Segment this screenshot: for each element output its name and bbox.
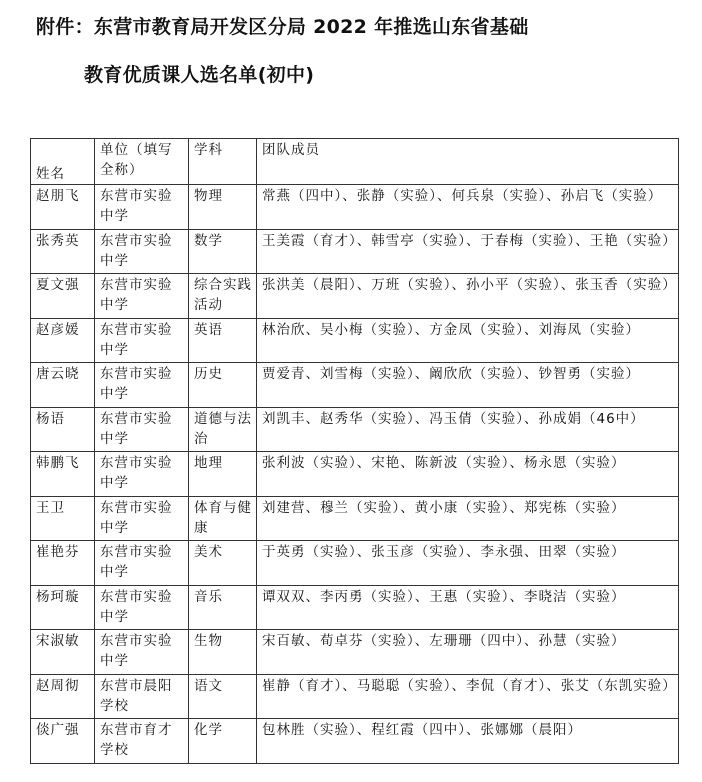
cell-team: 谭双双、李丙勇（实验）、王惠（实验）、李晓洁（实验） <box>257 585 679 630</box>
cell-unit: 东营市实验中学 <box>95 363 189 408</box>
cell-team: 常燕（四中）、张静（实验）、何兵泉（实验）、孙启飞（实验） <box>257 185 679 230</box>
table-row <box>31 452 679 497</box>
cell-name: 杨珂璇 <box>31 585 95 630</box>
table-row <box>31 274 679 319</box>
cell-name: 赵彦媛 <box>31 318 95 363</box>
cell-team: 崔静（育才）、马聪聪（实验）、李侃（育才）、张艾（东凯实验） <box>257 674 679 719</box>
table-row <box>31 407 679 452</box>
table-row <box>31 719 679 764</box>
cell-name: 张秀英 <box>31 229 95 274</box>
cell-team: 林治欣、吴小梅（实验）、方金凤（实验）、刘海凤（实验） <box>257 318 679 363</box>
header-subject: 学科 <box>189 139 257 185</box>
cell-name: 韩鹏飞 <box>31 452 95 497</box>
cell-name: 宋淑敏 <box>31 630 95 675</box>
cell-unit: 东营市实验中学 <box>95 185 189 230</box>
cell-subject: 体育与健康 <box>189 496 257 541</box>
cell-team: 刘凯丰、赵秀华（实验）、冯玉倩（实验）、孙成娟（46中） <box>257 407 679 452</box>
cell-team: 宋百敏、荀卓芬（实验）、左珊珊（四中）、孙慧（实验） <box>257 630 679 675</box>
cell-unit: 东营市实验中学 <box>95 541 189 586</box>
cell-name: 夏文强 <box>31 274 95 319</box>
table-row <box>31 674 679 719</box>
cell-unit: 东营市实验中学 <box>95 452 189 497</box>
cell-name: 倓广强 <box>31 719 95 764</box>
cell-subject: 道德与法治 <box>189 407 257 452</box>
cell-team: 包林胜（实验）、程红霞（四中）、张娜娜（晨阳） <box>257 719 679 764</box>
cell-team: 刘建营、穆兰（实验）、黄小康（实验）、郑宪栋（实验） <box>257 496 679 541</box>
cell-subject: 美术 <box>189 541 257 586</box>
cell-team: 贾爱青、刘雪梅（实验）、阚欣欣（实验）、钞智勇（实验） <box>257 363 679 408</box>
table-row <box>31 229 679 274</box>
table-row <box>31 630 679 675</box>
cell-name: 赵朋飞 <box>31 185 95 230</box>
table-row <box>31 363 679 408</box>
cell-subject: 化学 <box>189 719 257 764</box>
cell-name: 王卫 <box>31 496 95 541</box>
cell-team: 于英勇（实验）、张玉彦（实验）、李永强、田翠（实验） <box>257 541 679 586</box>
candidate-table <box>30 138 679 764</box>
document-title-line1: 附件：东营市教育局开发区分局 2022 年推选山东省基础 <box>36 16 529 38</box>
cell-unit: 东营市实验中学 <box>95 585 189 630</box>
document-title-line2: 教育优质课人选名单(初中) <box>84 64 315 86</box>
cell-subject: 历史 <box>189 363 257 408</box>
cell-team: 王美霞（育才）、韩雪亭（实验）、于春梅（实验）、王艳（实验） <box>257 229 679 274</box>
header-team: 团队成员 <box>257 139 679 185</box>
cell-unit: 东营市实验中学 <box>95 318 189 363</box>
cell-subject: 地理 <box>189 452 257 497</box>
cell-subject: 数学 <box>189 229 257 274</box>
cell-subject: 综合实践活动 <box>189 274 257 319</box>
table-row <box>31 585 679 630</box>
header-unit: 单位（填写全称） <box>95 139 189 185</box>
cell-name: 赵周彻 <box>31 674 95 719</box>
table-row <box>31 185 679 230</box>
cell-subject: 英语 <box>189 318 257 363</box>
cell-unit: 东营市实验中学 <box>95 407 189 452</box>
cell-team: 张洪美（晨阳）、万班（实验）、孙小平（实验）、张玉香（实验） <box>257 274 679 319</box>
table-row <box>31 496 679 541</box>
cell-unit: 东营市实验中学 <box>95 274 189 319</box>
table-header-row <box>31 139 679 185</box>
cell-name: 崔艳芬 <box>31 541 95 586</box>
cell-unit: 东营市实验中学 <box>95 496 189 541</box>
cell-unit: 东营市实验中学 <box>95 630 189 675</box>
cell-unit: 东营市晨阳学校 <box>95 674 189 719</box>
cell-subject: 物理 <box>189 185 257 230</box>
cell-subject: 音乐 <box>189 585 257 630</box>
table-row <box>31 318 679 363</box>
cell-name: 唐云晓 <box>31 363 95 408</box>
cell-unit: 东营市实验中学 <box>95 229 189 274</box>
cell-team: 张利波（实验）、宋艳、陈新波（实验）、杨永恩（实验） <box>257 452 679 497</box>
cell-unit: 东营市育才学校 <box>95 719 189 764</box>
header-name: 姓名 <box>31 139 95 185</box>
table-row <box>31 541 679 586</box>
cell-subject: 语文 <box>189 674 257 719</box>
cell-name: 杨语 <box>31 407 95 452</box>
cell-subject: 生物 <box>189 630 257 675</box>
